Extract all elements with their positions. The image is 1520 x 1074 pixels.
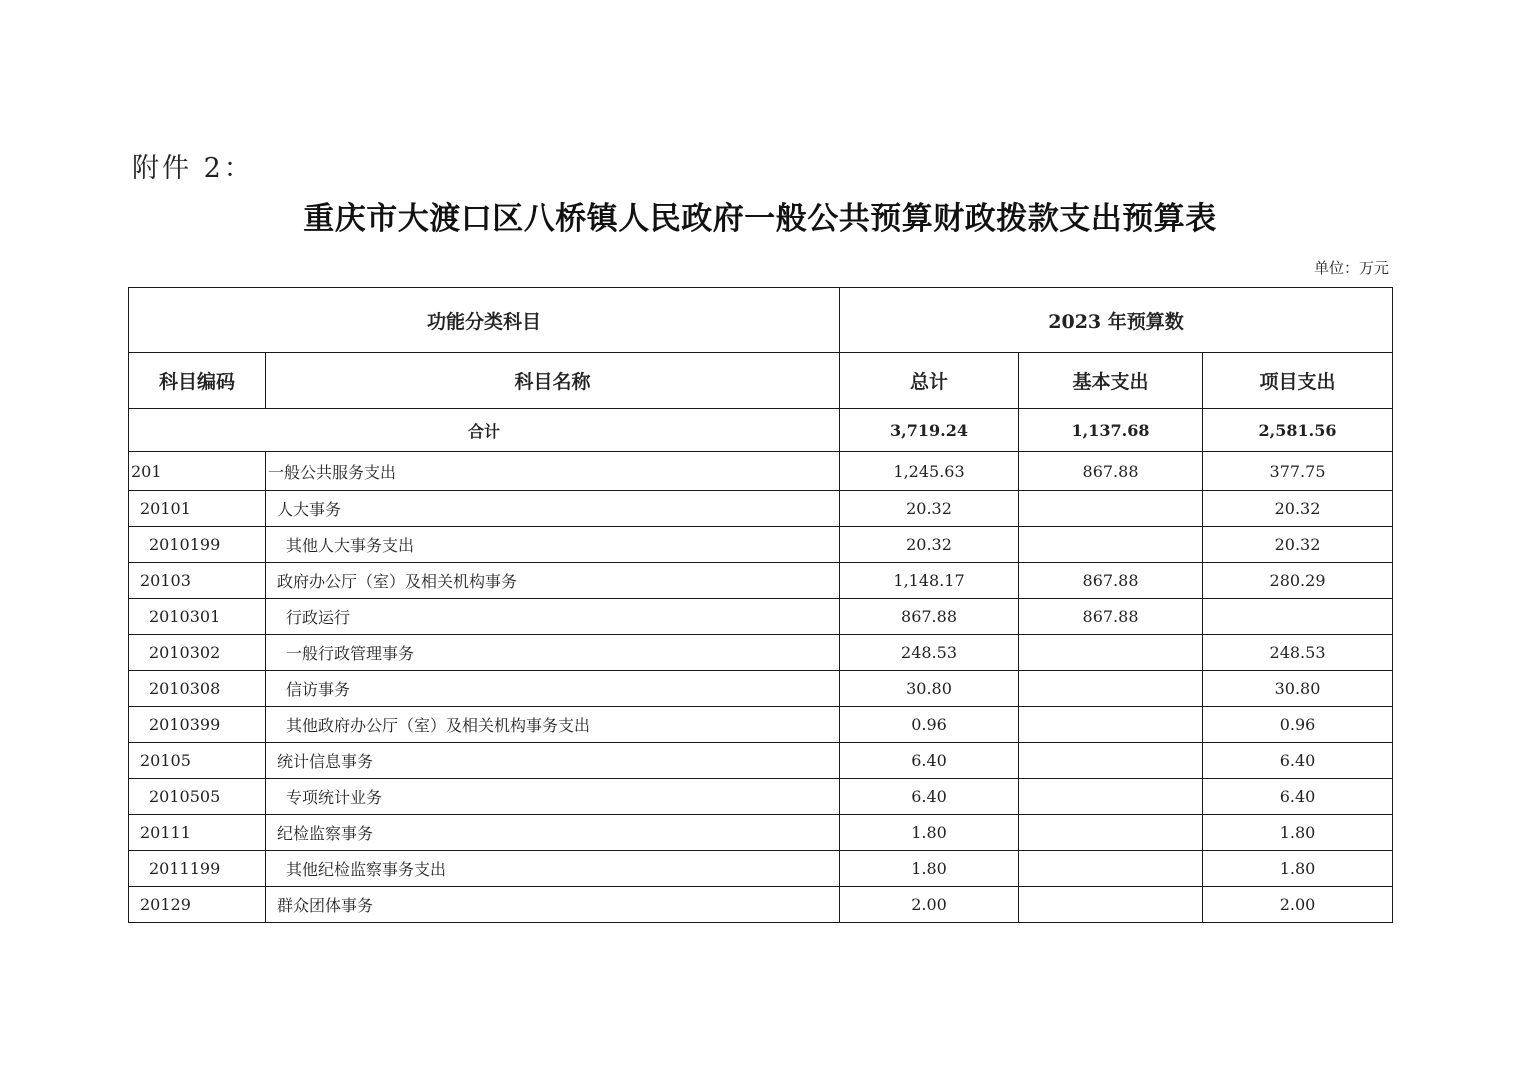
row-total: 6.40 (840, 779, 1019, 815)
table-row (129, 743, 1393, 779)
column-header-project: 项目支出 (1203, 353, 1393, 409)
row-code: 201 (129, 452, 266, 491)
table-row (129, 599, 1393, 635)
row-name: 专项统计业务 (266, 779, 840, 815)
row-project: 280.29 (1203, 563, 1393, 599)
row-basic (1019, 635, 1203, 671)
row-basic (1019, 527, 1203, 563)
header-row-columns (129, 353, 1393, 409)
row-project: 248.53 (1203, 635, 1393, 671)
row-basic (1019, 815, 1203, 851)
group-header-function: 功能分类科目 (129, 288, 840, 353)
row-basic: 867.88 (1019, 599, 1203, 635)
row-total: 20.32 (840, 491, 1019, 527)
row-project: 20.32 (1203, 491, 1393, 527)
row-basic (1019, 707, 1203, 743)
row-code: 2010301 (129, 599, 266, 635)
table-row (129, 851, 1393, 887)
row-code: 20103 (129, 563, 266, 599)
column-header-code: 科目编码 (129, 353, 266, 409)
column-header-total: 总计 (840, 353, 1019, 409)
row-basic (1019, 743, 1203, 779)
row-name: 一般公共服务支出 (266, 452, 840, 491)
attachment-label: 附件 2： (132, 153, 254, 184)
row-name: 人大事务 (266, 491, 840, 527)
row-code: 20129 (129, 887, 266, 923)
row-project: 20.32 (1203, 527, 1393, 563)
row-name: 其他纪检监察事务支出 (266, 851, 840, 887)
table-row (129, 707, 1393, 743)
row-name: 信访事务 (266, 671, 840, 707)
row-project (1203, 599, 1393, 635)
row-code: 2010308 (129, 671, 266, 707)
budget-table (128, 287, 1393, 923)
total-amount: 3,719.24 (840, 409, 1019, 452)
column-header-basic: 基本支出 (1019, 353, 1203, 409)
table-row (129, 671, 1393, 707)
header-row-group (129, 288, 1393, 353)
row-code: 2010505 (129, 779, 266, 815)
row-code: 2010302 (129, 635, 266, 671)
unit-label: 单位：万元 (1313, 259, 1389, 277)
row-basic (1019, 671, 1203, 707)
row-code: 20101 (129, 491, 266, 527)
row-total: 2.00 (840, 887, 1019, 923)
row-name: 政府办公厅（室）及相关机构事务 (266, 563, 840, 599)
row-total: 6.40 (840, 743, 1019, 779)
table-row (129, 815, 1393, 851)
table-row (129, 887, 1393, 923)
total-row (129, 409, 1393, 452)
row-total: 867.88 (840, 599, 1019, 635)
table-row (129, 452, 1393, 491)
group-header-budget: 2023 年预算数 (840, 288, 1393, 353)
row-total: 1,245.63 (840, 452, 1019, 491)
page-title: 重庆市大渡口区八桥镇人民政府一般公共预算财政拨款支出预算表 (303, 201, 1217, 237)
total-label: 合计 (129, 409, 840, 452)
row-total: 1,148.17 (840, 563, 1019, 599)
row-basic (1019, 851, 1203, 887)
table-row (129, 635, 1393, 671)
row-code: 20105 (129, 743, 266, 779)
row-name: 其他政府办公厅（室）及相关机构事务支出 (266, 707, 840, 743)
row-project: 2.00 (1203, 887, 1393, 923)
row-code: 20111 (129, 815, 266, 851)
table-row (129, 563, 1393, 599)
row-code: 2010199 (129, 527, 266, 563)
row-total: 1.80 (840, 815, 1019, 851)
column-header-name: 科目名称 (266, 353, 840, 409)
table-row (129, 491, 1393, 527)
total-project: 2,581.56 (1203, 409, 1393, 452)
row-basic (1019, 887, 1203, 923)
row-name: 其他人大事务支出 (266, 527, 840, 563)
row-name: 统计信息事务 (266, 743, 840, 779)
row-project: 377.75 (1203, 452, 1393, 491)
row-name: 群众团体事务 (266, 887, 840, 923)
table-row (129, 779, 1393, 815)
row-total: 30.80 (840, 671, 1019, 707)
row-code: 2011199 (129, 851, 266, 887)
row-total: 1.80 (840, 851, 1019, 887)
row-code: 2010399 (129, 707, 266, 743)
row-basic: 867.88 (1019, 563, 1203, 599)
table-row (129, 527, 1393, 563)
row-project: 6.40 (1203, 743, 1393, 779)
row-total: 20.32 (840, 527, 1019, 563)
row-total: 248.53 (840, 635, 1019, 671)
row-project: 1.80 (1203, 815, 1393, 851)
row-name: 行政运行 (266, 599, 840, 635)
row-name: 一般行政管理事务 (266, 635, 840, 671)
row-project: 30.80 (1203, 671, 1393, 707)
row-project: 6.40 (1203, 779, 1393, 815)
row-basic (1019, 491, 1203, 527)
total-basic: 1,137.68 (1019, 409, 1203, 452)
row-project: 0.96 (1203, 707, 1393, 743)
row-basic: 867.88 (1019, 452, 1203, 491)
row-name: 纪检监察事务 (266, 815, 840, 851)
row-total: 0.96 (840, 707, 1019, 743)
row-basic (1019, 779, 1203, 815)
row-project: 1.80 (1203, 851, 1393, 887)
